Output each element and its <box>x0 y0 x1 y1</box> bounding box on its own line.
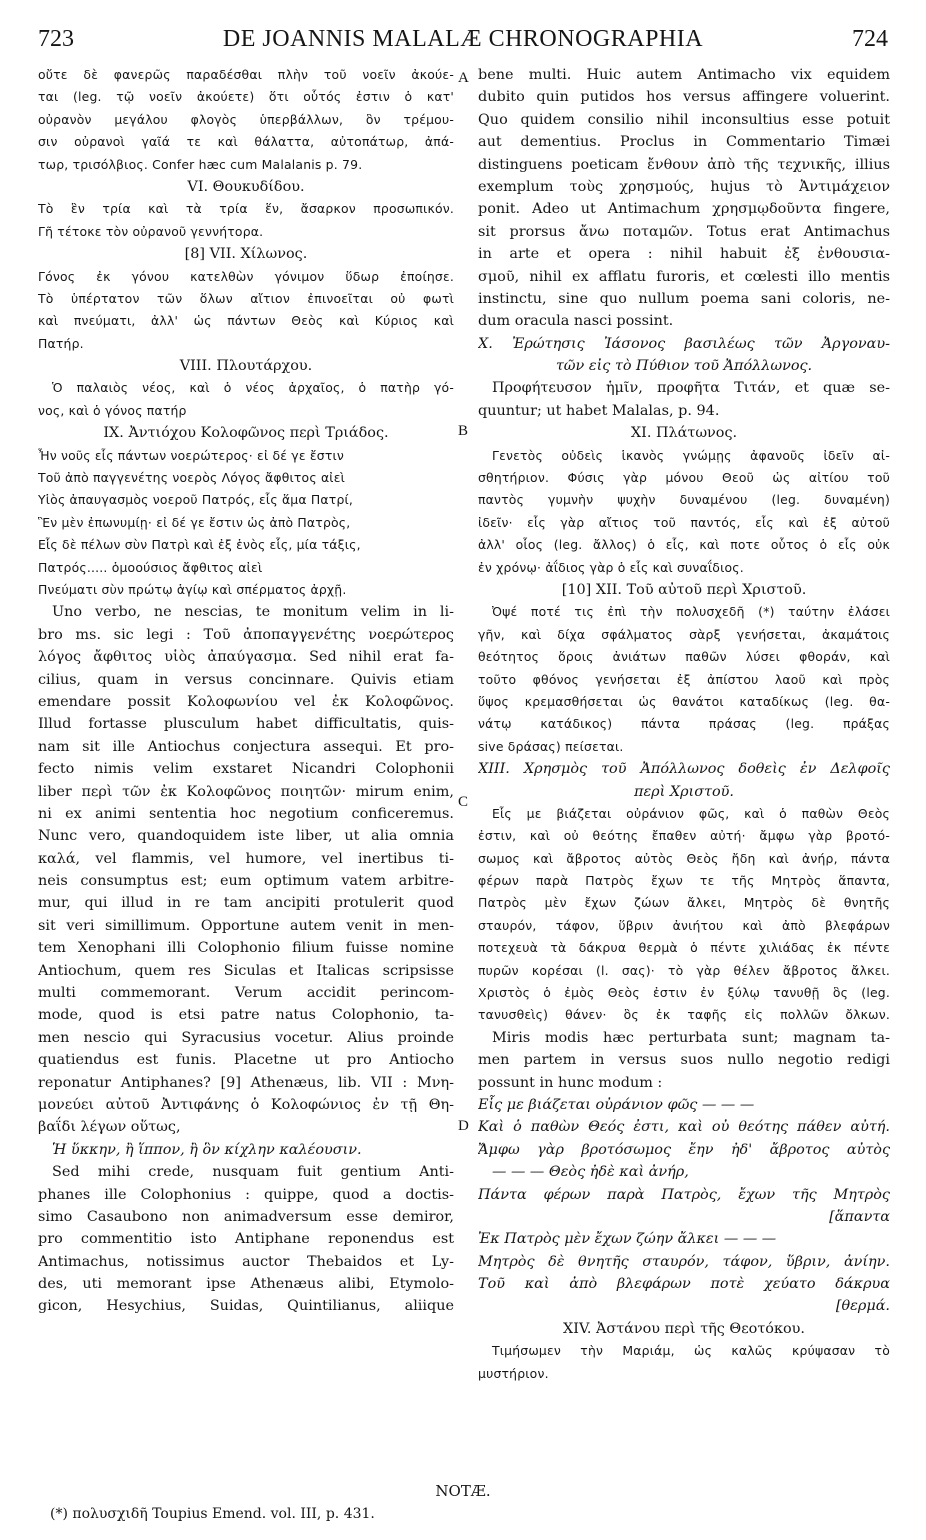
left-column-line: Πατρός..... ὁμοούσιος ἄφθιτος αἰεὶ <box>38 559 263 575</box>
page-number-left: 723 <box>38 26 74 52</box>
left-column-line: neis consumptus est; eum optimum vatem arbitre- <box>38 873 454 890</box>
left-column-line: Illud fortasse plusculum habet difficultatis, quis- <box>38 716 454 733</box>
right-column-line: σθητήριον. Φύσις γὰρ μόνου Θεοῦ ὡς αἰτίου τοῦ <box>478 470 890 486</box>
left-column <box>38 64 454 1318</box>
left-column-line: quatiendus est funis. Placetne ut pro Antiocho <box>38 1052 454 1069</box>
right-column-line: Πάντα φέρων παρὰ Πατρὸς, ἔχων τῆς Μητρὸς <box>478 1186 890 1203</box>
left-column-line: βαΐδι λέγων οὕτως, <box>38 1119 181 1136</box>
left-column-line: tem Xenophani illi Colophonio filium fuisse nomine <box>38 940 454 957</box>
left-column-line: Antimachus, notissimus auctor Thebaidos et Ly- <box>38 1253 454 1270</box>
right-column-line: Πατρὸς μὲν ἔχων ζώων ἄλκει, Μητρὸς δὲ θνητῆς <box>478 895 890 911</box>
right-column-line: Τοῦ καὶ ἀπὸ βλεφάρων ποτὲ χεύατο δάκρυα <box>478 1276 890 1293</box>
right-column-line: [10] XII. Τοῦ αὐτοῦ περὶ Χριστοῦ. <box>561 581 807 598</box>
right-column-line: Quo quidem consilio nihil inconsultius esse potuit <box>478 111 890 128</box>
right-column-line: sit prorsus ἄνω ποταμῶν. Totus erat Antimachus <box>478 223 890 240</box>
right-column-line: τανυσθεὶς) θάνεν· ὃς ἐκ ταφῆς εἰς πολλῶν ὄλκων. <box>478 1007 890 1023</box>
right-column-line: ὕψος κρεμασθήσεται ὡς θανάτοι καταδίκως (leg. θα- <box>478 693 890 709</box>
left-column-line: Τοῦ ἀπὸ παγγενέτης νοερὸς Λόγος ἄφθιτος αἰεὶ <box>38 470 345 486</box>
right-column-line: XI. Πλάτωνος. <box>630 425 738 442</box>
right-column-line: τῶν εἰς τὸ Πύθιον τοῦ Ἀπόλλωνος. <box>555 358 813 375</box>
left-column-line: καὶ πνεύματι, ἀλλ' ὡς πάντων Θεὸς καὶ Κύριος καὶ <box>38 313 454 329</box>
margin-letter-d: D <box>458 1118 469 1134</box>
left-column-line: σιν οὐρανοὶ γαῖά τε καὶ θάλαττα, αὐτοπάτωρ, ἀπά- <box>38 134 454 150</box>
right-column-line: τοῦτο φθόνος γενήσεται ἐξ ἀπίστου λαοῦ καὶ πρὸς <box>478 671 890 687</box>
right-column-line: Καὶ ὁ παθὼν Θεός ἐστι, καὶ οὐ θεότης πάθεν αὐτή. <box>478 1119 890 1136</box>
left-column-line: Antiochum, quem res Siculas et Italicas scripsisse <box>38 962 454 979</box>
right-column-line: παντὸς γυμνὴν ψυχὴν δυναμένου (leg. δυναμένη) <box>478 492 890 508</box>
left-column-line: IX. Ἀντιόχου Κολοφῶνος περὶ Τριάδος. <box>103 425 389 442</box>
left-column-line: λόγος ἄφθιτος υἱὸς ἀπαύγασμα. Sed nihil erat fa- <box>38 649 454 666</box>
margin-letter-b: B <box>458 423 469 439</box>
right-column-line: ποτεχευὰ τὰ δάκρυα θερμὰ ὁ πέντε χιλιάδας ἐκ πέντε <box>478 940 890 956</box>
left-column-line: VIII. Πλουτάρχου. <box>179 358 313 375</box>
left-column-line: VI. Θουκυδίδου. <box>187 178 305 195</box>
left-column-line: nam sit ille Antiochus conjectura assequi. Et pro- <box>38 738 454 755</box>
right-column-line: πυρῶν κορέσαι (l. σας)· τὸ γὰρ θέλεν ἄβροτος ἄλκει. <box>478 962 890 978</box>
right-column-line: Ἐκ Πατρὸς μὲν ἔχων ζώην ἄλκει — — — <box>478 1231 777 1248</box>
notes-heading: NOTÆ. <box>435 1482 491 1500</box>
left-column-line: Uno verbo, ne nescias, te monitum velim in li- <box>52 604 454 621</box>
right-column-line: dubito quin putidos hos versus affingere voluerint. <box>478 89 890 106</box>
margin-letter-a: A <box>458 70 469 86</box>
left-column-line: Ἓν μὲν ἐπωνυμίῃ· εἰ δέ γε ἔστιν ὡς ἀπὸ Πατρὸς, <box>38 514 351 530</box>
right-column-line: [ἅπαντα <box>829 1208 890 1225</box>
right-column-line: men partem in versus suos nullo negotio redigi <box>478 1052 890 1069</box>
left-column-line: Ἡ ὕκκην, ἢ ἵππον, ἢ ὃν κίχλην καλέουσιν. <box>52 1141 362 1158</box>
right-column-line: in arte et opera : nihil habuit ἐξ ἐνθουσια- <box>478 246 890 263</box>
right-column-line: dum oracula nasci possint. <box>478 313 674 330</box>
right-column-line: ἀλλ' οἷος (leg. ἄλλος) ὁ εἷς, καὶ ποτε οὗτος ὁ εἷς οὐκ <box>478 537 890 553</box>
running-title: DE JOANNIS MALALÆ CHRONOGRAPHIA <box>222 26 704 52</box>
left-column-line: liber περὶ τῶν ἐκ Κολοφῶνος ποιητῶν· mirum enim, <box>38 783 454 800</box>
right-column-line: Μητρὸς δὲ θνητῆς σταυρόν, τάφον, ὕβριν, ἀνίην. <box>478 1253 890 1270</box>
left-column-line: τωρ, τρισόλβιος. Confer hæc cum Malalanis p. 79. <box>38 156 363 172</box>
left-column-line: Πνεύματι σὺν πρώτῳ ἁγίῳ καὶ σπέρματος ἀρχῇ. <box>38 581 347 597</box>
right-column-line: instinctu, sine quo nullum poema sani coloris, ne- <box>478 290 890 307</box>
left-column-line: simo Casaubono non animadversum esse demiror, <box>38 1208 454 1225</box>
right-column-line: σωμος καὶ ἄβροτος αὐτὸς Θεὸς ἤδη καὶ ἀνήρ, πάντα <box>478 850 890 866</box>
left-column-line: καλά, vel flammis, vel humore, vel inertibus ti- <box>38 850 454 867</box>
right-column-line: XIV. Ἀστάνου περὶ τῆς Θεοτόκου. <box>563 1320 805 1337</box>
left-column-line: Γόνος ἐκ γόνου κατελθὼν γόνιμον ὕδωρ ἐποίησε. <box>38 268 454 284</box>
page-header <box>0 22 926 62</box>
right-column-line: — — — Θεὸς ἠδὲ καὶ ἀνήρ, <box>492 1164 689 1181</box>
right-column-line: quuntur; ut habet Malalas, p. 94. <box>478 402 720 419</box>
left-column-line: Υἱὸς ἀπαυγασμὸς νοεροῦ Πατρός, εἷς ἅμα Πατρί, <box>38 492 354 508</box>
right-column-line: σταυρόν, τάφον, ὕβριν ἀνιήτου καὶ ἀπὸ βλεφάρων <box>478 917 890 933</box>
right-column-line: Προφήτευσον ἡμῖν, προφῆτα Τιτάν, et quæ se- <box>492 380 890 397</box>
page-number-right: 724 <box>852 26 888 52</box>
right-column-line: XIII. Χρησμὸς τοῦ Ἀπόλλωνος δοθεὶς ἐν Δελφοῖς <box>478 761 890 778</box>
right-column-line: [θερμά. <box>835 1298 890 1315</box>
right-column-line: Γενετὸς οὐδεὶς ἱκανὸς γνώμῃς ἀφανοῦς ἰδεῖν αἰ- <box>492 447 890 463</box>
left-column-line: multi commemorant. Verum accidit perincom- <box>38 985 454 1002</box>
right-column-line: aut dementius. Proclus in Commentario Timæi <box>478 134 890 151</box>
left-column-line: Ἦν νοῦς εἷς πάντων νοερώτερος· εἰ δέ γε ἔστιν <box>38 447 344 463</box>
left-column-line: ni ex animi sententia hoc negotium conficeremus. <box>38 805 454 822</box>
right-column-line: bene multi. Huic autem Antimacho vix equidem <box>478 67 890 83</box>
left-column-line: phanes ille Colophonius : quippe, quod a doctis- <box>38 1186 454 1203</box>
left-column-line: pro commentitio isto Antiphane reponendus est <box>38 1231 454 1248</box>
left-column-line: sit veri simillimum. Opportune autem venit in men- <box>38 917 454 934</box>
left-column-line: Τὸ ἓν τρία καὶ τὰ τρία ἕν, ἄσαρκον προσωπικόν. <box>38 201 454 217</box>
right-column-line: Εἷς με βιάζεται οὐράνιον φῶς — — — <box>478 1096 755 1113</box>
right-column-line: Εἷς με βιάζεται οὐράνιον φῶς, καὶ ὁ παθὼν Θεὸς <box>492 805 890 821</box>
left-column-line: men nescio qui Syracusius vocetur. Alius proinde <box>38 1029 454 1046</box>
right-column-line: exemplum τοὺς χρησμούς, hujus τὸ Ἀντιμάχειον <box>478 178 890 195</box>
left-column-line: reponatur Antiphanes? [9] Athenæus, lib. VII : Μνη- <box>38 1074 454 1091</box>
right-column-line: ἐν χρόνῳ· ἀΐδιος γὰρ ὁ εἷς καὶ συναΐδιος. <box>478 559 744 575</box>
right-column-line: distinguens poeticam ἔνθουν ἀπὸ τῆς τεχνικῆς, illius <box>478 156 890 173</box>
margin-letter-c: C <box>458 794 469 810</box>
right-column-line: Miris modis hæc perturbata sunt; magnam ta- <box>492 1029 890 1046</box>
right-column-line: possunt in hunc modum : <box>478 1074 663 1091</box>
left-column-line: des, uti memorant ipse Athenæus alibi, Etymolo- <box>38 1276 454 1293</box>
right-column-line: ἐστιν, καὶ οὐ θεότης ἔπαθεν αὐτή· ἄμφω γὰρ βροτό- <box>478 828 890 844</box>
right-column-line: ἰδεῖν· εἷς γὰρ αἴτιος τοῦ παντός, εἷς καὶ ἐξ αὐτοῦ <box>478 514 890 530</box>
right-column-line: μυστήριον. <box>478 1365 549 1381</box>
left-column-line: [8] VII. Χίλωνος. <box>184 246 308 263</box>
left-column-line: οὔτε δὲ φανερῶς παραδέσθαι πλὴν τοῦ νοεῖν ἀκούε- <box>38 67 454 82</box>
right-column-line: Τιμήσωμεν τὴν Μαριάμ, ὡς καλῶς κρύψασαν τὸ <box>492 1343 890 1359</box>
left-column-line: mur, qui illud in re tam ancipiti protulerit quod <box>38 895 454 912</box>
left-column-line: οὐρανὸν μεγάλου φλογὸς ὑπερβάλλων, ὃν τρέμου- <box>38 111 454 127</box>
left-column-line: Ὁ παλαιὸς νέος, καὶ ὁ νέος ἀρχαῖος, ὁ πατὴρ γό- <box>52 380 454 396</box>
left-column-line: mode, quod is etsi patre natus Colophonio, ta- <box>38 1007 454 1024</box>
left-column-line: Τὸ ὑπέρτατον τῶν ὅλων αἴτιον ἐπινοεῖται οὐ φωτὶ <box>38 290 454 306</box>
right-column-line: νάτῳ κατάδικος) πάντα πράσας (leg. πράξας <box>478 716 890 732</box>
right-column-line: Ὀψέ ποτέ τις ἐπὶ τὴν πολυσχεδῆ (*) ταύτην ἐλάσει <box>492 604 890 620</box>
left-column-line: bro ms. sic legi : Τοῦ ἀποπαγγενέτης νοερώτερος <box>38 626 454 643</box>
left-column-line: cilius, quam in versus concinnare. Quivis etiam <box>38 671 454 688</box>
right-column-line: X. Ἐρώτησις Ἰάσονος βασιλέως τῶν Ἀργοναυ- <box>478 335 890 352</box>
right-column-line: γῆν, καὶ δίχα σφάλματος σὰρξ γενήσεται, ἀκαμάτοις <box>478 626 890 642</box>
right-column-line: ponit. Adeo ut Antimachum χρησμῳδοῦντα fingere, <box>478 201 890 218</box>
right-column-line: σμοῦ, nihil ex afflatu furoris, et cœlesti illo mentis <box>478 268 890 285</box>
left-column-line: μονεύει αὐτοῦ Ἀντιφάνης ὁ Κολοφώνιος ἐν τῇ Θη- <box>38 1096 454 1113</box>
left-column-line: ται (leg. τῷ νοεῖν ἀκούετε) ὅτι οὗτός ἐστιν ὁ κατ' <box>38 89 454 105</box>
left-column-line: Nunc vero, quandoquidem iste liber, ut alia omnia <box>38 828 454 845</box>
left-column-line: Εἷς δὲ πέλων σὺν Πατρὶ καὶ ἐξ ἑνὸς εἷς, μία τάξις, <box>38 537 361 553</box>
left-column-line: emendare possit Κολοφωνίου vel ἐκ Κολοφῶνος. <box>38 693 454 710</box>
left-column-line: νος, καὶ ὁ γόνος πατήρ <box>38 402 187 418</box>
footnote: (*) πολυσχιδῆ Toupius Emend. vol. III, p. 431. <box>50 1506 375 1522</box>
left-column-line: Πατήρ. <box>38 335 84 351</box>
left-column-line: Γῆ τέτοκε τὸν οὐρανοῦ γεννήτορα. <box>38 223 264 239</box>
left-column-line: gicon, Hesychius, Suidas, Quintilianus, aliique <box>38 1298 454 1315</box>
left-column-line: fecto nimis velim exstaret Nicandri Colophonii <box>38 761 454 778</box>
right-column <box>478 64 890 1385</box>
right-column-line: Χριστὸς ὁ ἐμὸς Θεὸς ἐστιν ἐν ξύλῳ τανυθῇ ὃς (leg. <box>478 985 890 1001</box>
right-column-line: sive δράσας) πείσεται. <box>478 738 624 754</box>
right-column-line: περὶ Χριστοῦ. <box>634 783 734 800</box>
left-column-line: Sed mihi crede, nusquam fuit gentium Anti- <box>52 1164 454 1181</box>
right-column-line: φέρων παρὰ Πατρὸς ἔχων τε τῆς Μητρὸς ἅπαντα, <box>478 873 890 889</box>
right-column-line: θεότητος ὅροις ἀνιάτων παθῶν λύσει φθοράν, καὶ <box>478 649 890 665</box>
right-column-line: Ἄμφω γὰρ βροτόσωμος ἔην ἠδ' ἄβροτος αὐτὸς <box>478 1141 890 1158</box>
